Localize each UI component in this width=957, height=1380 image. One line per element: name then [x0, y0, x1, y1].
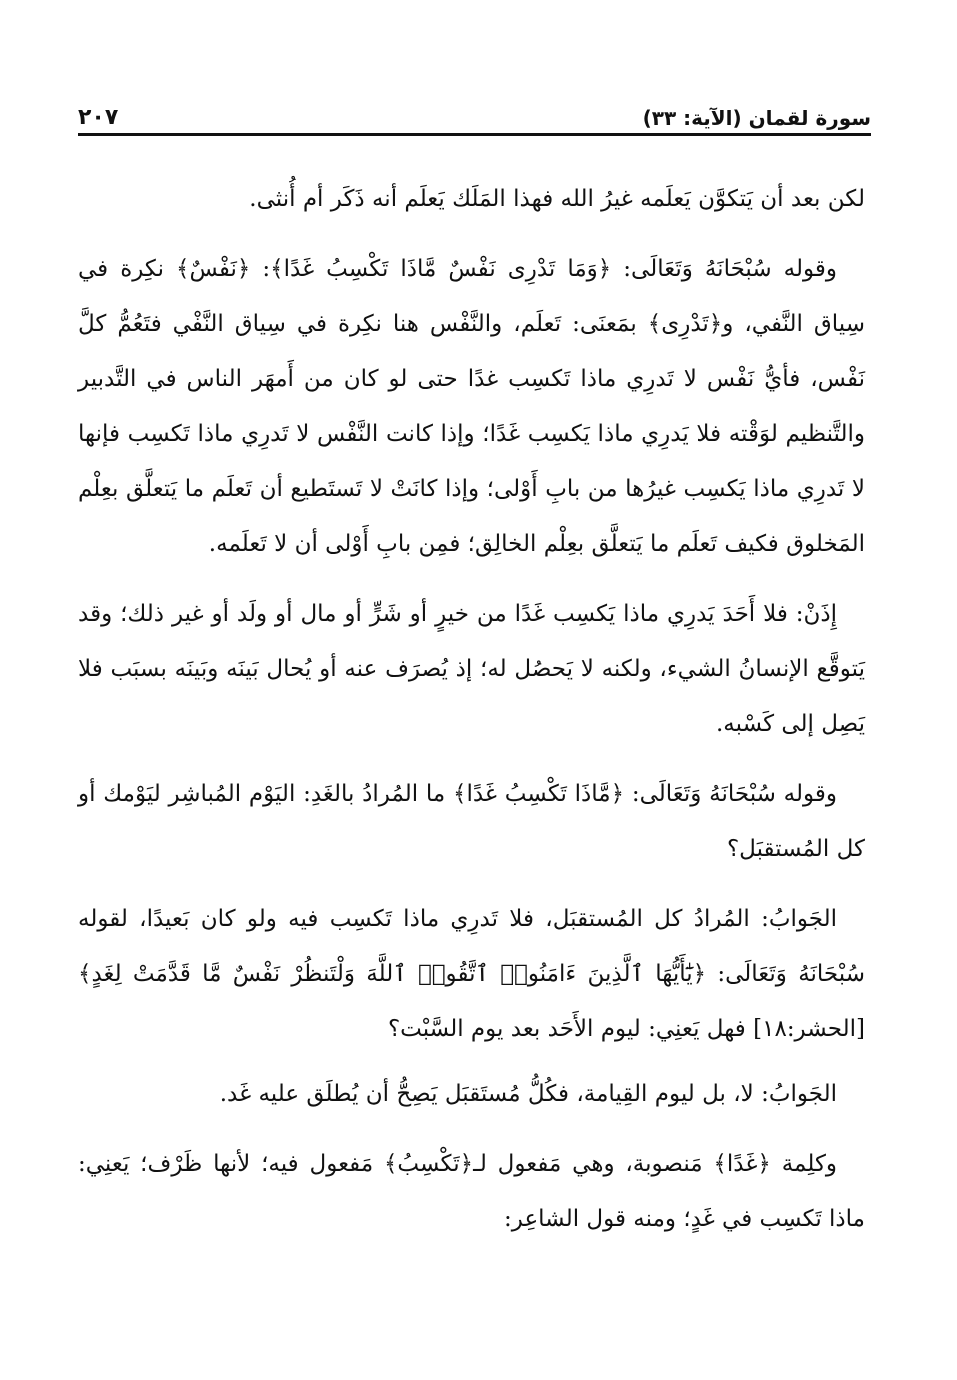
body-text — [78, 172, 865, 1262]
running-title: سورة لقمان (الآية: ٣٣) — [642, 106, 871, 130]
paragraph: إِذَنْ: فلا أَحَدَ يَدرِي ماذا يَكسِب غَدًا من خيرٍ أو شَرٍّ أو مال أو ولَد أو غير ذلك؛ وقد يَتوقَّع الإنسانُ الشيء، ولكنه لا يَحصُل له؛ إذ يُصرَف عنه أو يُحال بَينَه وبَينَه بسبَب فلا يَصِل إلى كَسْبه. — [78, 601, 865, 737]
paragraph: وقوله سُبْحَانَهُ وَتَعَالَى: ﴿مَّاذَا تَكْسِبُ غَدًا﴾ ما المُرادُ بالغَدِ: اليَوْم المُباشِر ليَوْمك أو كل المُستقبَل؟ — [78, 781, 865, 862]
page-header — [78, 98, 871, 130]
paragraph: الجَوابُ: لا، بل ليوم القِيامة، فكُلُّ مُستَقبَل يَصِحُّ أن يُطلَق عليه غَد. — [219, 1081, 837, 1107]
page-number: ٢٠٧ — [78, 105, 119, 130]
paragraph: وكلِمة ﴿غَدًا﴾ مَنصوبة، وهي مَفعول لـ﴿تَكْسِبُ﴾ مَفعول فيه؛ لأنها ظَرْف؛ يَعنِي: ماذا تَكسِب في غَدٍ؛ ومنه قول الشاعِر: — [78, 1151, 865, 1232]
paragraph: الجَوابُ: المُرادُ كل المُستقبَل، فلا تَدرِي ماذا تَكسِب فيه ولو كان بَعيدًا، لقوله سُبْحَانَهُ وَتَعَالَى: ﴿يَٰٓأَيُّهَا ٱلَّذِينَ ءَامَنُوا۟ ٱتَّقُوا۟ ٱللَّهَ وَلْتَنظُرْ نَفْسٌ مَّا قَدَّمَتْ لِغَدٍ﴾ [الحشر:١٨] فهل يَعنِي: ليوم الأَحَد بعد يوم السَّبْت؟ — [78, 906, 865, 1042]
header-rule — [78, 133, 871, 136]
paragraph: وقوله سُبْحَانَهُ وَتَعَالَى: ﴿وَمَا تَدْرِى نَفْسٌ مَّاذَا تَكْسِبُ غَدًا﴾: ﴿نَفْسٌ﴾ نكِرة في سِياق النَّفي، و﴿تَدْرِى﴾ بمَعنَى: تَعلَم، والنَّفْس هنا نكِرة في سِياق النَّفْي فتَعُمُّ كلَّ نَفْس، فأيُّ نَفْس لا تَدرِي ماذا تَكسِب غدًا حتى لو كان من أَمهَر الناس في التَّدبير والتَّنظيم لوَقْته فلا يَدرِي ماذا يَكسِب غَدًا؛ وإذا كانت النَّفْس لا تَدرِي ماذا تَكسِب فإنها لا تَدرِي ماذا يَكسِب غيرُها من بابِ أَوْلى؛ وإذا كانَتْ لا تَستَطيع أن تَعلَم ما يَتعلَّق بعِلْم المَخلوق فكيف تَعلَم ما يَتعلَّق بعِلْم الخالِق؛ فمِن بابِ أَوْلى أن لا تَعلَمه. — [78, 256, 865, 557]
paragraph: لكن بعد أن يَتكوَّن يَعلَمه غيرُ الله فهذا المَلَك يَعلَم أنه ذَكَر أم أُنثى. — [249, 186, 865, 212]
